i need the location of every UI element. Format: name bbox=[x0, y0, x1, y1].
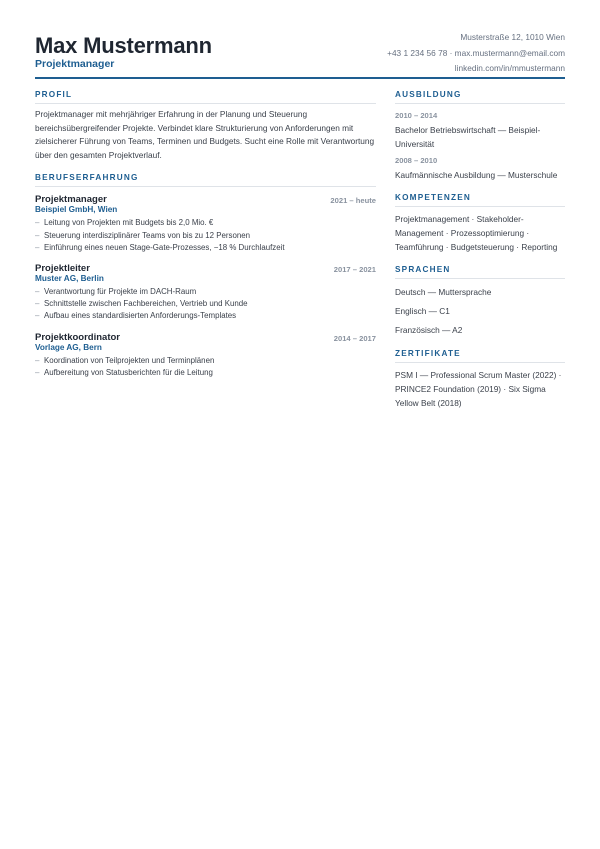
job-entry bbox=[35, 332, 376, 379]
education-dates: 2010 – 2014 bbox=[395, 111, 438, 120]
job-bullet: – Leitung von Projekten mit Budgets bis 2,0 Mio. € bbox=[35, 217, 376, 229]
bullet-dash: – bbox=[35, 311, 40, 321]
job-bullets bbox=[35, 286, 376, 323]
candidate-role: Projektmanager bbox=[35, 58, 115, 70]
education-section bbox=[395, 90, 565, 182]
contact-phone-email: +43 1 234 56 78 · max.mustermann@email.com bbox=[387, 47, 565, 58]
certificates-text: PSM I — Professional Scrum Master (2022) · PRINCE2 Foundation (2019) · Six Sigma Yellow Belt (2018) bbox=[395, 370, 562, 408]
bullet-dash: – bbox=[35, 299, 40, 309]
languages-heading: SPRACHEN bbox=[395, 265, 565, 279]
job-bullet: – Einführung eines neuen Stage-Gate-Prozesses, −18 % Durchlaufzeit bbox=[35, 242, 376, 254]
job-bullets bbox=[35, 217, 376, 254]
job-dates: 2021 – heute bbox=[330, 196, 376, 206]
job-bullet: – Koordination von Teilprojekten und Terminplänen bbox=[35, 355, 376, 367]
bullet-dash: – bbox=[35, 230, 40, 240]
education-entry: Kaufmännische Ausbildung — Musterschule bbox=[395, 170, 558, 180]
education-entry: Bachelor Betriebswirtschaft — Beispiel-Universität bbox=[395, 125, 541, 149]
job-bullet: – Schnittstelle zwischen Fachbereichen, Vertrieb und Kunde bbox=[35, 298, 376, 310]
bullet-dash: – bbox=[35, 367, 40, 377]
language-item: Englisch — C1 bbox=[395, 306, 450, 316]
bullet-dash: – bbox=[35, 355, 40, 365]
job-title: Projektleiter bbox=[35, 262, 90, 274]
job-company: Beispiel GmbH, Wien bbox=[35, 205, 118, 215]
job-title: Projektmanager bbox=[35, 194, 107, 206]
job-dates: 2017 – 2021 bbox=[333, 264, 376, 274]
bullet-dash: – bbox=[35, 218, 40, 228]
job-dates: 2014 – 2017 bbox=[333, 333, 376, 343]
profile-heading: PROFIL bbox=[35, 90, 376, 104]
header-divider bbox=[35, 77, 565, 79]
language-item: Deutsch — Muttersprache bbox=[395, 287, 492, 297]
certificates-section bbox=[395, 349, 565, 410]
job-title: Projektkoordinator bbox=[35, 331, 120, 343]
education-heading: AUSBILDUNG bbox=[395, 90, 565, 104]
job-bullet: – Verantwortung für Projekte im DACH-Raum bbox=[35, 286, 376, 298]
candidate-name: Max Mustermann bbox=[35, 33, 212, 58]
skills-text: Projektmanagement · Stakeholder-Management · Prozessoptimierung · Teamführung · Budgetsteuerung · Reporting bbox=[395, 214, 558, 252]
experience-section bbox=[35, 173, 376, 379]
profile-section bbox=[35, 90, 376, 162]
job-company: Muster AG, Berlin bbox=[35, 273, 104, 283]
certificates-heading: ZERTIFIKATE bbox=[395, 349, 565, 363]
contact-linkedin: linkedin.com/in/mmustermann bbox=[454, 63, 565, 74]
language-item: Französisch — A2 bbox=[395, 325, 463, 335]
job-entry bbox=[35, 194, 376, 254]
job-bullet: – Steuerung interdisziplinärer Teams von bis zu 12 Personen bbox=[35, 230, 376, 242]
education-dates: 2008 – 2010 bbox=[395, 156, 438, 165]
profile-text: Projektmanager mit mehrjähriger Erfahrung in der Planung und Steuerung bereichsübergreifender Projekte. Verbindet klare Strukturierung von Anforderungen mit zielsicherer Führung von Teams, Terminen und Budgets. Sucht eine Rolle mit Verantwortung über den gesamten Projektverlauf. bbox=[35, 109, 375, 160]
skills-section bbox=[395, 193, 565, 254]
job-entry bbox=[35, 263, 376, 323]
main-column bbox=[35, 90, 376, 379]
job-company: Vorlage AG, Bern bbox=[35, 342, 102, 352]
skills-heading: KOMPETENZEN bbox=[395, 193, 565, 207]
resume-header bbox=[35, 32, 565, 82]
job-bullet: – Aufbau eines standardisierten Anforderungs-Templates bbox=[35, 310, 376, 322]
side-column bbox=[395, 90, 565, 410]
job-bullet: – Aufbereitung von Statusberichten für die Leitung bbox=[35, 367, 376, 379]
bullet-dash: – bbox=[35, 242, 40, 252]
job-bullets bbox=[35, 355, 376, 379]
languages-section bbox=[395, 265, 565, 335]
contact-address: Musterstraße 12, 1010 Wien bbox=[460, 32, 565, 42]
contact-block bbox=[387, 30, 565, 77]
experience-heading: BERUFSERFAHRUNG bbox=[35, 173, 376, 187]
bullet-dash: – bbox=[35, 286, 40, 296]
